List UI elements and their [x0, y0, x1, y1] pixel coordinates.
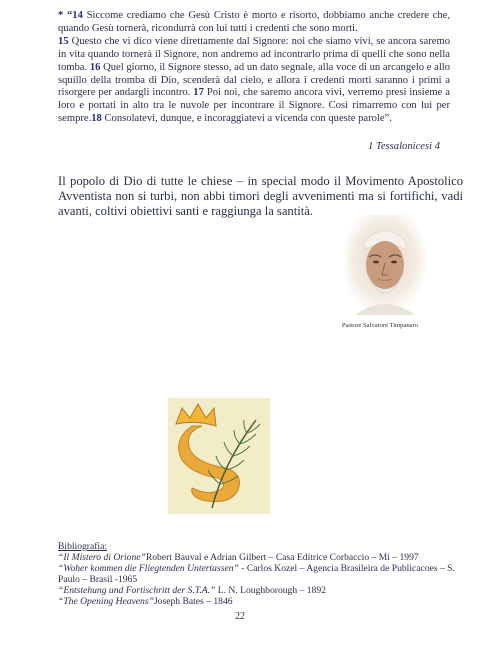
bibliography-title: “Entstehung und Fortischritt der S.T.A.” — [58, 585, 216, 596]
verse-18-text: Consolatevi, dunque, e incoraggiatevi a vicenda con queste parole”. — [101, 113, 392, 125]
bibliography-details: - Carlos Kozel – Agencia Brasileira de Publicacoes – S. Paulo – Brasil -1965 — [58, 563, 455, 585]
verse-number-16: 16 — [87, 61, 101, 73]
bibliography-item — [58, 563, 468, 585]
bibliography-details: L. N. Loughborough – 1892 — [215, 585, 326, 596]
page-number: 22 — [235, 611, 245, 622]
pastor-portrait — [345, 215, 425, 315]
bibliography-title: “Il Mistero di Orione” — [58, 552, 146, 563]
scripture-reference: 1 Tessalonicesi 4 — [367, 141, 440, 152]
bibliography-title: “Woher kommen die Fliegtenden Untertassen” — [58, 563, 239, 574]
verse-17-text: Poi noi, che saremo ancora vivi, verremo presi insieme a loro e portati in alto tra le nuvole per incontrare il Signore. Così rimarremo con lui per sempre. — [58, 87, 450, 125]
bibliography-heading: Bibliografia: — [58, 541, 108, 552]
verse-number-14: * “14 — [58, 10, 83, 21]
verse-number-15: 15 — [58, 35, 69, 47]
verse-number-18: 18 — [91, 113, 102, 125]
bibliography-item — [58, 596, 468, 607]
portrait-caption: Pastore Salvatore Timpanaro — [341, 322, 419, 329]
bible-quote — [58, 10, 450, 126]
verse-15-text: Questo che vi dico viene direttamente dal Signore: noi che siamo vivi, se ancora saremo in vita quando tornerà il Signore, non andremo ad incontrarlo prima di quelli che sono nella tomba. — [58, 35, 450, 73]
verse-16-text: Quel giorno, il Signore stesso, ad un dato segnale, alla voce di un arcangelo e allo squillo della tromba di Dio, scenderà dal cielo, e allora i credenti morti saranno i primi a risorgere per andargli incontro. — [58, 61, 451, 99]
emblem-s-crown-palm — [168, 398, 270, 514]
verse-14-text: Siccome crediamo che Gesù Cristo è morto e risorto, dobbiamo anche credere che, quando Gesù tornerà, ricondurrà con lui tutti i credenti che sono morti. — [58, 10, 450, 34]
verse-number-17: 17 — [190, 87, 204, 99]
bibliography-item — [58, 585, 468, 596]
bibliography — [58, 541, 468, 607]
bibliography-item — [58, 552, 468, 563]
bibliography-details: Joseph Bates – 1846 — [153, 596, 233, 607]
appeal-paragraph: Il popolo di Dio di tutte le chiese – in special modo il Movimento Apostolico Avventista non si turbi, non abbi timori degli avvenimenti ma si fortifichi, vadi avanti, coltivi obiettivi santi e raggiunga la santità. — [58, 174, 463, 218]
bibliography-title: “The Opening Heavens” — [58, 596, 154, 607]
quote-paragraph — [58, 10, 450, 126]
bibliography-details: Robert Bauval e Adrian Gilbert – Casa Editrice Corbaccio – Mi – 1997 — [145, 552, 419, 563]
